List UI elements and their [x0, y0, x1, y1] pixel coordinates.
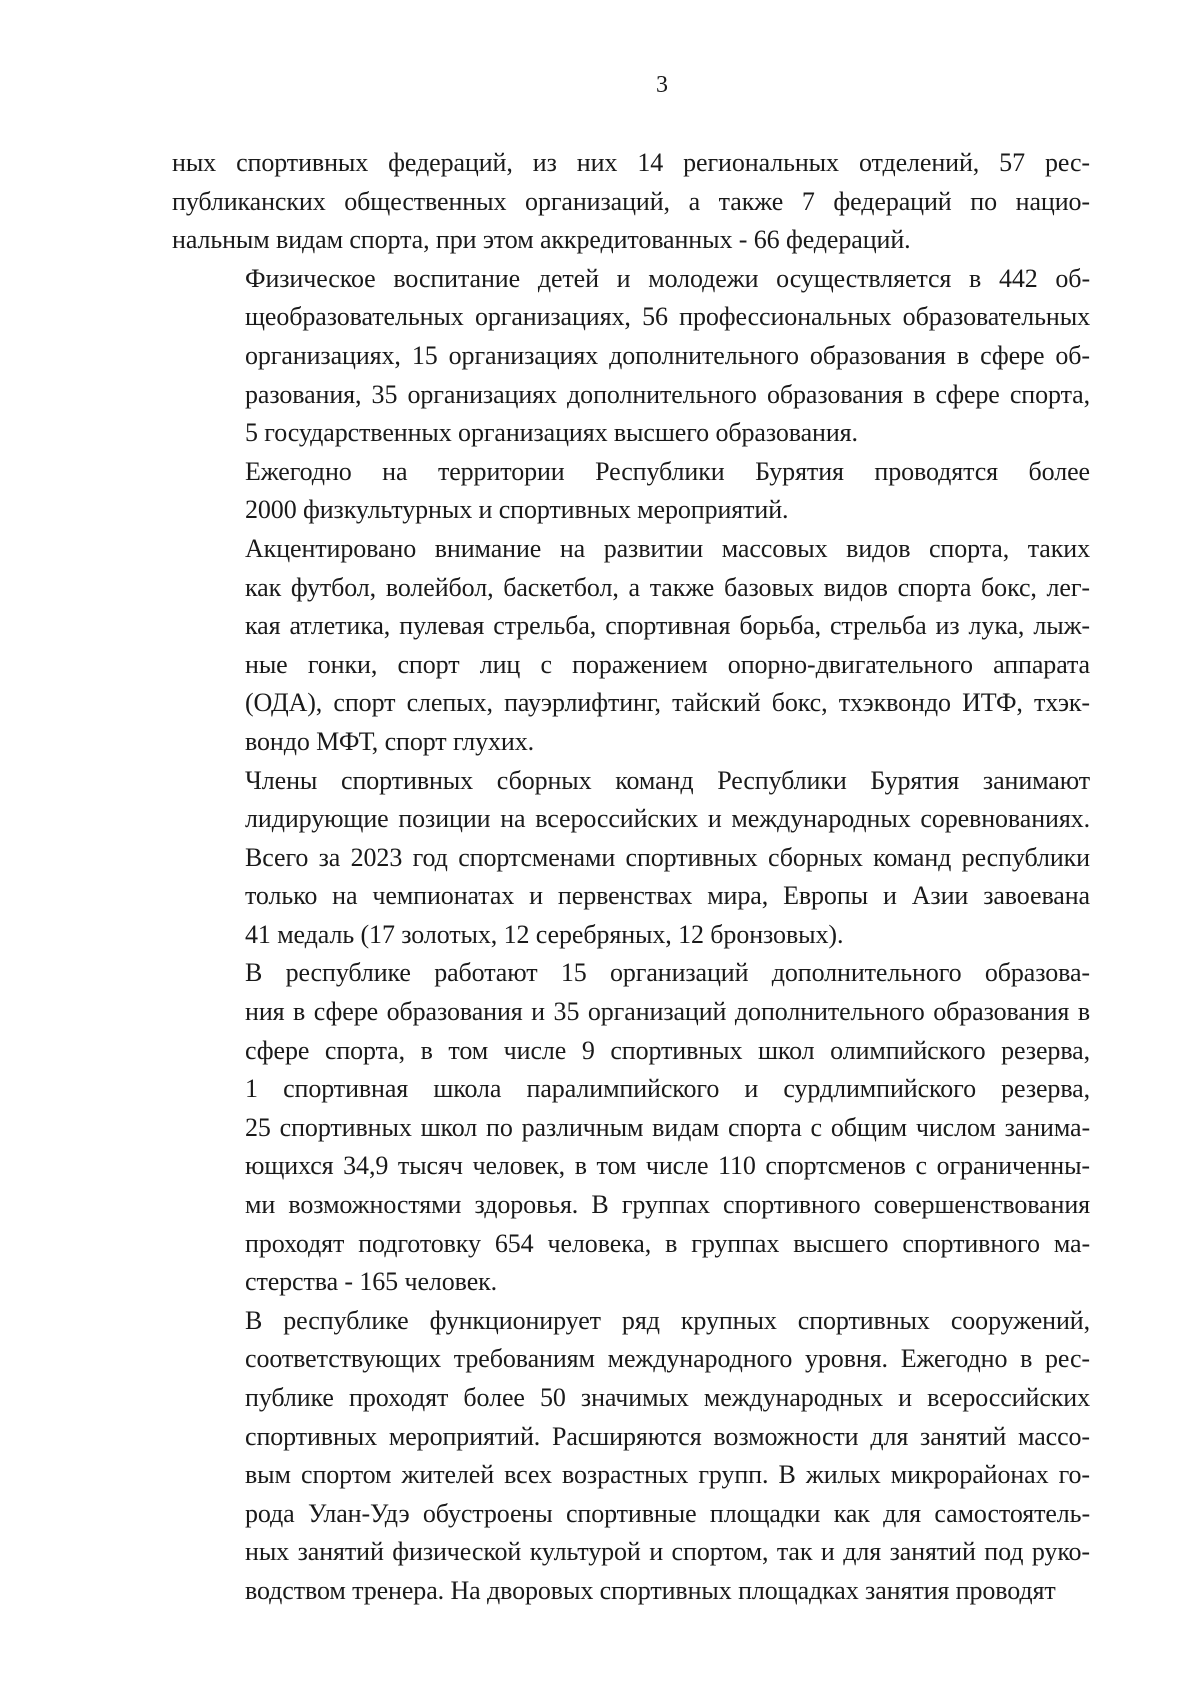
paragraph-2 — [172, 260, 1090, 453]
text-line: Ежегодно на территории Республики Бурятия проводятся более — [245, 456, 1090, 486]
paragraph-1 — [172, 144, 1090, 260]
text-line: вондо МФТ, спорт глухих. — [245, 726, 534, 756]
text-line: Физическое воспитание детей и молодежи осуществляется в 442 об- — [245, 263, 1090, 293]
text-line: как футбол, волейбол, баскетбол, а также базовых видов спорта бокс, лег- — [245, 572, 1090, 602]
text-line: ных занятий физической культурой и спортом, так и для занятий под руко- — [245, 1537, 1090, 1567]
paragraph-5 — [172, 762, 1090, 955]
text-line: щеобразовательных организациях, 56 профессиональных образовательных — [245, 302, 1090, 332]
text-line: ния в сфере образования и 35 организаций дополнительного образования в — [245, 997, 1090, 1027]
text-line: 41 медаль (17 золотых, 12 серебряных, 12 бронзовых). — [245, 919, 844, 949]
paragraph-6 — [172, 954, 1090, 1301]
text-line: стерства - 165 человек. — [245, 1267, 498, 1297]
text-line: кая атлетика, пулевая стрельба, спортивная борьба, стрельба из лука, лыж- — [245, 611, 1090, 641]
text-line: ющихся 34,9 тысяч человек, в том числе 110 спортсменов с ограниченны- — [245, 1151, 1090, 1181]
text-line: лидирующие позиции на всероссийских и международных соревнованиях. — [245, 804, 1090, 834]
text-line: сфере спорта, в том числе 9 спортивных школ олимпийского резерва, — [245, 1035, 1090, 1065]
text-line: 2000 физкультурных и спортивных мероприятий. — [245, 495, 789, 525]
text-line: ные гонки, спорт лиц с поражением опорно-двигательного аппарата — [245, 649, 1090, 679]
text-line: водством тренера. На дворовых спортивных площадках занятия проводят — [245, 1575, 1056, 1605]
text-line: В республике работают 15 организаций дополнительного образова- — [245, 958, 1090, 988]
text-line: проходят подготовку 654 человека, в группах высшего спортивного ма- — [245, 1228, 1090, 1258]
text-line: 25 спортивных школ по различным видам спорта с общим числом занима- — [245, 1112, 1090, 1142]
paragraph-7 — [172, 1302, 1090, 1611]
text-line: (ОДА), спорт слепых, пауэрлифтинг, тайский бокс, тхэквондо ИТФ, тхэк- — [245, 688, 1090, 718]
text-line: разования, 35 организациях дополнительного образования в сфере спорта, — [245, 379, 1090, 409]
text-line: Члены спортивных сборных команд Республики Бурятия занимают — [245, 765, 1090, 795]
text-line: публике проходят более 50 значимых международных и всероссийских — [245, 1383, 1090, 1412]
page-number: 3 — [656, 72, 668, 98]
text-line: В республике функционирует ряд крупных спортивных сооружений, — [245, 1305, 1090, 1335]
text-line: Всего за 2023 год спортсменами спортивных сборных команд республики — [245, 842, 1090, 872]
text-line: рода Улан-Удэ обустроены спортивные площадки как для самостоятель- — [245, 1498, 1090, 1528]
paragraph-4 — [172, 530, 1090, 762]
text-line: только на чемпионатах и первенствах мира, Европы и Азии завоевана — [245, 881, 1090, 911]
text-line: ми возможностями здоровья. В группах спортивного совершенствования — [245, 1190, 1090, 1220]
text-line: соответствующих требованиям международного уровня. Ежегодно в рес- — [245, 1344, 1090, 1374]
text-line: 1 спортивная школа паралимпийского и сурдлимпийского резерва, — [245, 1074, 1090, 1104]
text-line: нальным видам спорта, при этом аккредитованных - 66 федераций. — [172, 225, 911, 255]
text-line: 5 государственных организациях высшего образования. — [245, 418, 858, 448]
text-line: организациях, 15 организациях дополнительного образования в сфере об- — [245, 340, 1090, 370]
text-line: вым спортом жителей всех возрастных групп. В жилых микрорайонах го- — [245, 1460, 1090, 1490]
paragraph-3 — [172, 453, 1090, 530]
text-line: публиканских общественных организаций, а также 7 федераций по нацио- — [172, 186, 1090, 216]
body-text — [172, 144, 1090, 1611]
text-line: Акцентировано внимание на развитии массовых видов спорта, таких — [245, 533, 1090, 563]
text-line: ных спортивных федераций, из них 14 региональных отделений, 57 рес- — [172, 148, 1090, 177]
text-line: спортивных мероприятий. Расширяются возможности для занятий массо- — [245, 1421, 1090, 1451]
